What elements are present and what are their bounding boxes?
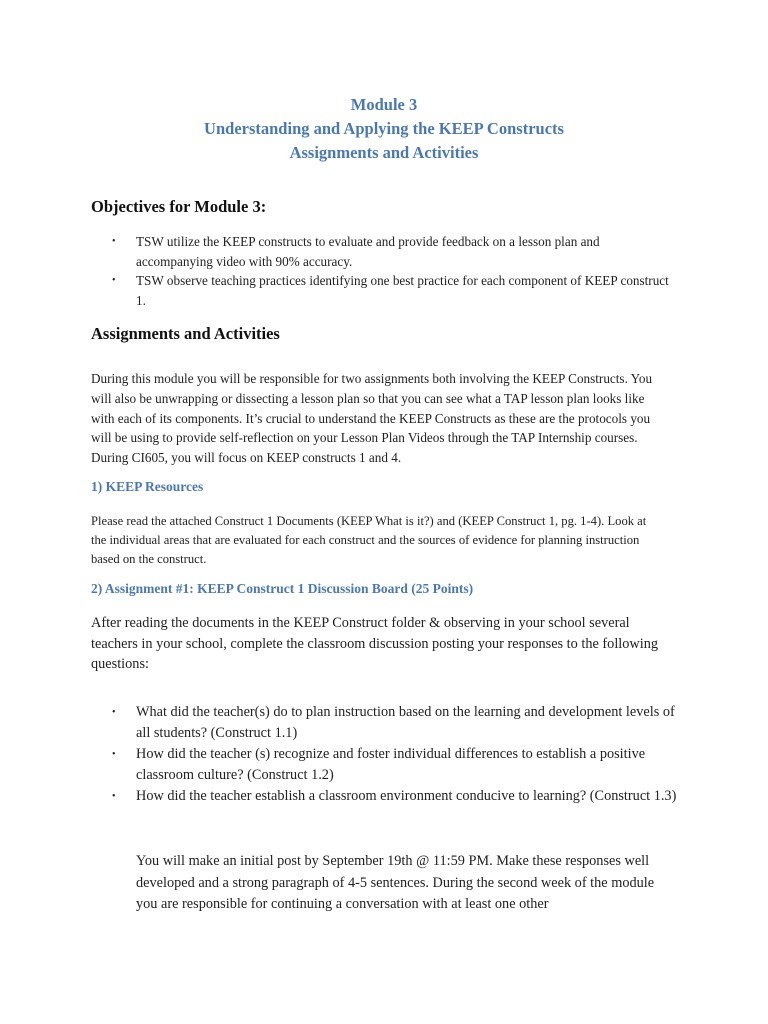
questions-list — [110, 702, 690, 807]
question-text: How did the teacher (s) recognize and foster individual differences to establish a positive classroom culture? (Construct 1.2) — [136, 746, 646, 783]
question-text: How did the teacher establish a classroom environment conducive to learning? (Construct 1.3) — [136, 788, 677, 804]
objectives-list — [110, 232, 670, 310]
bullet-icon: • — [112, 236, 116, 247]
bullet-icon: • — [112, 749, 116, 760]
document-title — [0, 93, 768, 165]
title-subtitle: Assignments and Activities — [289, 143, 479, 162]
assignments-heading: Assignments and Activities — [91, 324, 280, 343]
bullet-icon: • — [112, 707, 116, 718]
post-instructions: You will make an initial post by September 19th @ 11:59 PM. Make these responses well developed and a strong paragraph of 4-5 sentences. During the second week of the module you are responsible for continuing a conversation with at least one other — [136, 853, 655, 912]
list-item — [110, 232, 670, 271]
list-item — [110, 744, 690, 786]
bullet-icon: • — [112, 791, 116, 802]
discussion-paragraph: After reading the documents in the KEEP Construct folder & observing in your school several teachers in your school, complete the classroom discussion posting your responses to the following questions: — [91, 615, 659, 672]
objective-text: TSW utilize the KEEP constructs to evaluate and provide feedback on a lesson plan and accompanying video with 90% accuracy. — [136, 234, 600, 269]
title-topic: Understanding and Applying the KEEP Constructs — [204, 119, 564, 138]
list-item — [110, 271, 670, 310]
question-text: What did the teacher(s) do to plan instruction based on the learning and development levels of all students? (Construct 1.1) — [136, 704, 675, 741]
section-heading-assignment-1: 2) Assignment #1: KEEP Construct 1 Discussion Board (25 Points) — [91, 581, 474, 596]
bullet-icon: • — [112, 275, 116, 286]
section-heading-resources: 1) KEEP Resources — [91, 479, 204, 494]
list-item — [110, 702, 690, 744]
title-module: Module 3 — [350, 95, 418, 114]
objective-text: TSW observe teaching practices identifying one best practice for each component of KEEP construct 1. — [136, 273, 669, 308]
assignments-intro: During this module you will be responsible for two assignments both involving the KEEP Constructs. You will also be unwrapping or dissecting a lesson plan so that you can see what a TAP lesson plan looks like with each of its components. It’s crucial to understand the KEEP Constructs as these are the protocols you will be using to provide self-reflection on your Lesson Plan Videos through the TAP Internship courses. During CI605, you will focus on KEEP constructs 1 and 4. — [91, 371, 653, 466]
resources-paragraph: Please read the attached Construct 1 Documents (KEEP What is it?) and (KEEP Construct 1, pg. 1-4). Look at the individual areas that are evaluated for each construct and the sources of evidence for planning instruction based on the construct. — [91, 514, 647, 566]
list-item — [110, 786, 690, 807]
objectives-heading: Objectives for Module 3: — [91, 197, 267, 216]
